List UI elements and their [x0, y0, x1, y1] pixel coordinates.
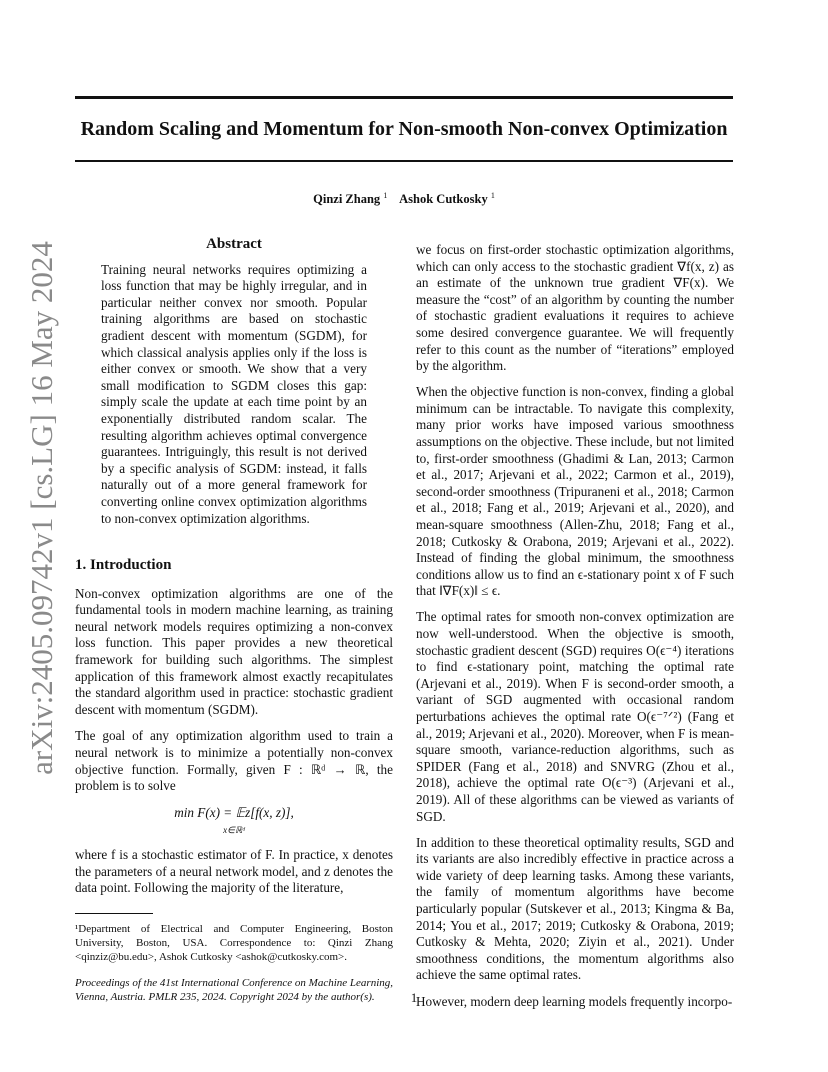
body-paragraph: However, modern deep learning models frequently incorpo- [416, 993, 733, 1009]
objective-equation [75, 805, 393, 839]
equation-subscript: x∈ℝᵈ [223, 825, 245, 836]
intro-paragraph: The goal of any optimization algorithm used to train a neural network is to minimize a potentially non-convex objective function. Formally, given F : ℝᵈ → ℝ, the problem is to solve [75, 728, 393, 794]
author-name: Ashok Cutkosky [399, 192, 488, 207]
arxiv-stamp: arXiv:2405.09742v1 [cs.LG] 16 May 2024 [24, 241, 59, 775]
body-paragraph: When the objective function is non-convex, finding a global minimum can be intractable. To navigate this complexity, many prior works have imposed various smoothness assumptions on the objective. These include, but not limited to, first-order smoothness (Ghadimi & Lan, 2013; Carmon et al., 2017; Arjevani et al., 2022; Carmon et al., 2019), second-order smoothness (Tripuraneni et al., 2018; Carmon et al., 2018; Fang et al., 2019; Arjevani et al., 2020), and mean-square smoothness (Allen-Zhu, 2018; Fang et al., 2018; Cutkosky & Orabona, 2019; Arjevani et al., 2022). Instead of finding the global minimum, the smoothness conditions allow us to find an ϵ-stationary point x of F such that ‖∇F(x)‖ ≤ ϵ. [416, 384, 734, 599]
intro-paragraph: where f is a stochastic estimator of F. In practice, x denotes the parameters of a neural network model, and z denotes the data point. Following the majority of the literature, [75, 847, 393, 896]
left-column [75, 236, 393, 1016]
affiliation-mark: 1 [383, 191, 388, 200]
abstract-text: Training neural networks requires optimizing a loss function that may be highly irregular, and in particular neither convex nor smooth. Popular training algorithms are based on stochastic gradient descent with momentum (SGDM), for which classical analysis applies only if the loss is either convex or smooth. We show that a very small modification to SGDM closes this gap: simply scale the update at each time point by an exponentially distributed random scalar. The resulting algorithm achieves optimal convergence guarantees. Intriguingly, this result is not derived by a specific analysis of SGDM: instead, it falls naturally out of a more general framework for converting online convex optimization algorithms to non-convex optimization algorithms. [101, 261, 367, 526]
body-paragraph: In addition to these theoretical optimality results, SGD and its variants are also incredibly effective in practice across a wide variety of deep learning tasks. Among these variants, the family of momentum algorithms have become particularly popular (Sutskever et al., 2013; Kingma & Ba, 2014; You et al., 2017; 2019; Cutkosky & Orabona, 2019; Cutkosky & Mehta, 2020; Ziyin et al., 2021). Under smoothness conditions, the momentum algorithms also achieve the same optimal rates. [416, 834, 734, 983]
abstract-heading: Abstract [206, 236, 262, 252]
page-number: 1 [410, 990, 418, 1005]
proceedings-footnote: Proceedings of the 41st International Conference on Machine Learning, Vienna, Austria. PMLR 235, 2024. Copyright 2024 by the author(s). [75, 976, 393, 1003]
top-rule [75, 96, 733, 99]
body-paragraph: we focus on first-order stochastic optimization algorithms, which can only access to the stochastic gradient ∇f(x, z) as an estimate of the unknown true gradient ∇F(x). We measure the “cost” of an algorithm by counting the number of stochastic gradient evaluations it requires to achieve some desired convergence guarantee. We will frequently refer to this count as the number of “iterations” employed by the algorithm. [416, 242, 734, 374]
title-bottom-rule [75, 160, 733, 162]
affiliation-footnote: ¹Department of Electrical and Computer Engineering, Boston University, Boston, USA. Correspondence to: Qinzi Zhang <qinziz@bu.edu>, Ashok Cutkosky <ashok@cutkosky.com>. [75, 922, 393, 963]
footnote-rule [75, 913, 153, 914]
section-heading-introduction: 1. Introduction [75, 557, 172, 574]
author-name: Qinzi Zhang [313, 192, 381, 207]
author-list [75, 191, 733, 207]
right-column [416, 242, 734, 1020]
paper-title: Random Scaling and Momentum for Non-smooth Non-convex Optimization [80, 118, 728, 140]
intro-paragraph: Non-convex optimization algorithms are one of the fundamental tools in modern machine learning, as training neural network models requires optimizing a non-convex loss function. This paper provides a new theoretical framework for building such algorithms. The simplest application of this framework almost exactly recapitulates the standard algorithm used in practice: stochastic gradient descent with momentum (SGDM). [75, 585, 393, 717]
equation-body: min F(x) = 𝔼z[f(x, z)], [174, 804, 294, 820]
body-paragraph: The optimal rates for smooth non-convex optimization are now well-understood. When the objective is smooth, stochastic gradient descent (SGD) requires O(ϵ⁻⁴) iterations to find ϵ-stationary point, matching the optimal rate (Arjevani et al., 2019). When F is second-order smooth, a variant of SGD augmented with occasional random perturbations achieves the optimal rate O(ϵ⁻⁷ᐟ²) (Fang et al., 2019; Arjevani et al., 2020). Moreover, when F is mean-square smooth, variance-reduction algorithms, such as SPIDER (Fang et al., 2018) and SNVRG (Zhou et al., 2018), achieve the optimal rate O(ϵ⁻³) (Arjevani et al., 2019). All of these algorithms can be viewed as variants of SGD. [416, 609, 734, 824]
affiliation-mark: 1 [490, 191, 495, 200]
